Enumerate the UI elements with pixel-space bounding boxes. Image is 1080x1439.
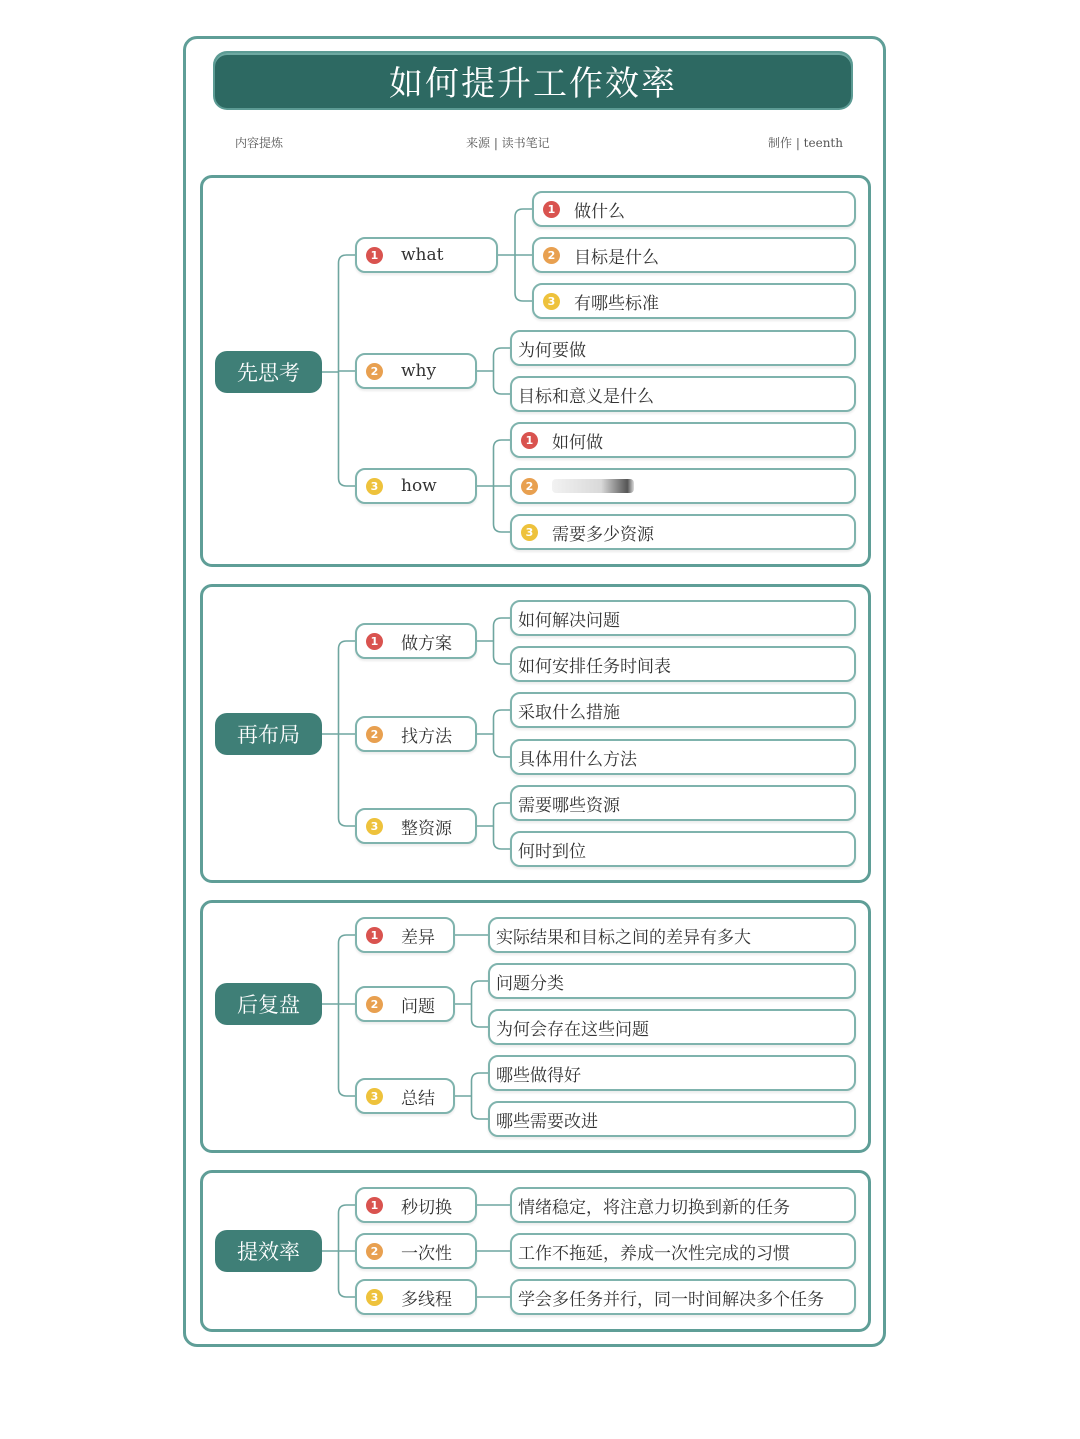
leaf-node [510, 739, 856, 775]
branch-label: 一次性 [401, 1243, 452, 1264]
branch-node [355, 237, 498, 273]
branch-label: why [401, 361, 437, 381]
meta-left: 内容提炼 [235, 136, 284, 150]
leaf-text: 目标是什么 [574, 247, 659, 268]
category-node: 后复盘 [215, 983, 322, 1025]
category-node: 提效率 [215, 1230, 322, 1272]
leaf-node [510, 376, 856, 412]
leaf-text: 问题分类 [496, 973, 564, 994]
number-badge: 3 [543, 293, 560, 310]
branch-label: 差异 [401, 927, 435, 948]
branch-node [355, 1279, 477, 1315]
leaf-text: 如何做 [552, 432, 603, 453]
branch-node [355, 917, 455, 953]
branch-node [355, 353, 477, 389]
number-badge: 1 [366, 247, 383, 264]
leaf-text: 何时到位 [518, 841, 586, 862]
branch-label: 做方案 [401, 633, 452, 654]
meta-source: 来源 | 读书笔记 [466, 136, 550, 150]
leaf-node [510, 1233, 856, 1269]
branch-label: 问题 [401, 996, 435, 1017]
page-title: 如何提升工作效率 [215, 53, 851, 108]
redacted-text [552, 479, 634, 493]
leaf-text: 为何要做 [518, 340, 586, 361]
branch-node [355, 986, 455, 1022]
number-badge: 2 [366, 363, 383, 380]
leaf-node [510, 1187, 856, 1223]
number-badge: 1 [366, 1197, 383, 1214]
number-badge: 2 [521, 478, 538, 495]
branch-node [355, 716, 477, 752]
number-badge: 3 [366, 1088, 383, 1105]
leaf-node [532, 191, 856, 227]
leaf-text: 实际结果和目标之间的差异有多大 [496, 927, 751, 948]
number-badge: 1 [543, 201, 560, 218]
number-badge: 3 [366, 478, 383, 495]
branch-label: 找方法 [401, 726, 452, 747]
number-badge: 2 [366, 1243, 383, 1260]
meta-author: 制作 | teenth [768, 136, 843, 150]
number-badge: 1 [366, 927, 383, 944]
leaf-node [488, 917, 856, 953]
leaf-text: 有哪些标准 [574, 293, 659, 314]
branch-label: how [401, 476, 437, 496]
leaf-node [488, 1009, 856, 1045]
branch-label: 总结 [401, 1088, 435, 1109]
number-badge: 1 [366, 633, 383, 650]
leaf-node [510, 468, 856, 504]
leaf-node [510, 422, 856, 458]
leaf-text: 学会多任务并行，同一时间解决多个任务 [518, 1289, 824, 1310]
leaf-node [510, 600, 856, 636]
number-badge: 2 [366, 726, 383, 743]
leaf-text: 采取什么措施 [518, 702, 620, 723]
leaf-text: 需要哪些资源 [518, 795, 620, 816]
leaf-node [510, 646, 856, 682]
leaf-node [488, 963, 856, 999]
leaf-node [488, 1055, 856, 1091]
leaf-node [510, 831, 856, 867]
branch-node [355, 1233, 477, 1269]
leaf-node [510, 514, 856, 550]
branch-node [355, 1078, 455, 1114]
branch-label: 秒切换 [401, 1197, 452, 1218]
leaf-node [510, 692, 856, 728]
leaf-node [532, 283, 856, 319]
leaf-text: 如何解决问题 [518, 610, 620, 631]
leaf-text: 工作不拖延，养成一次性完成的习惯 [518, 1243, 790, 1264]
number-badge: 2 [543, 247, 560, 264]
branch-label: what [401, 245, 444, 265]
leaf-node [488, 1101, 856, 1137]
leaf-text: 哪些需要改进 [496, 1111, 598, 1132]
leaf-text: 目标和意义是什么 [518, 386, 654, 407]
branch-node [355, 623, 477, 659]
number-badge: 3 [366, 818, 383, 835]
category-node: 再布局 [215, 713, 322, 755]
branch-label: 多线程 [401, 1289, 452, 1310]
category-node: 先思考 [215, 351, 322, 393]
leaf-text: 如何安排任务时间表 [518, 656, 671, 677]
branch-node [355, 1187, 477, 1223]
number-badge: 2 [366, 996, 383, 1013]
leaf-node [532, 237, 856, 273]
branch-node [355, 808, 477, 844]
leaf-text: 需要多少资源 [552, 524, 654, 545]
number-badge: 1 [521, 432, 538, 449]
leaf-node [510, 785, 856, 821]
leaf-text: 具体用什么方法 [518, 749, 637, 770]
number-badge: 3 [366, 1289, 383, 1306]
number-badge: 3 [521, 524, 538, 541]
leaf-text: 为何会存在这些问题 [496, 1019, 649, 1040]
leaf-text: 哪些做得好 [496, 1065, 581, 1086]
branch-node [355, 468, 477, 504]
leaf-node [510, 1279, 856, 1315]
branch-label: 整资源 [401, 818, 452, 839]
leaf-text: 做什么 [574, 201, 625, 222]
leaf-text: 情绪稳定，将注意力切换到新的任务 [518, 1197, 790, 1218]
leaf-node [510, 330, 856, 366]
